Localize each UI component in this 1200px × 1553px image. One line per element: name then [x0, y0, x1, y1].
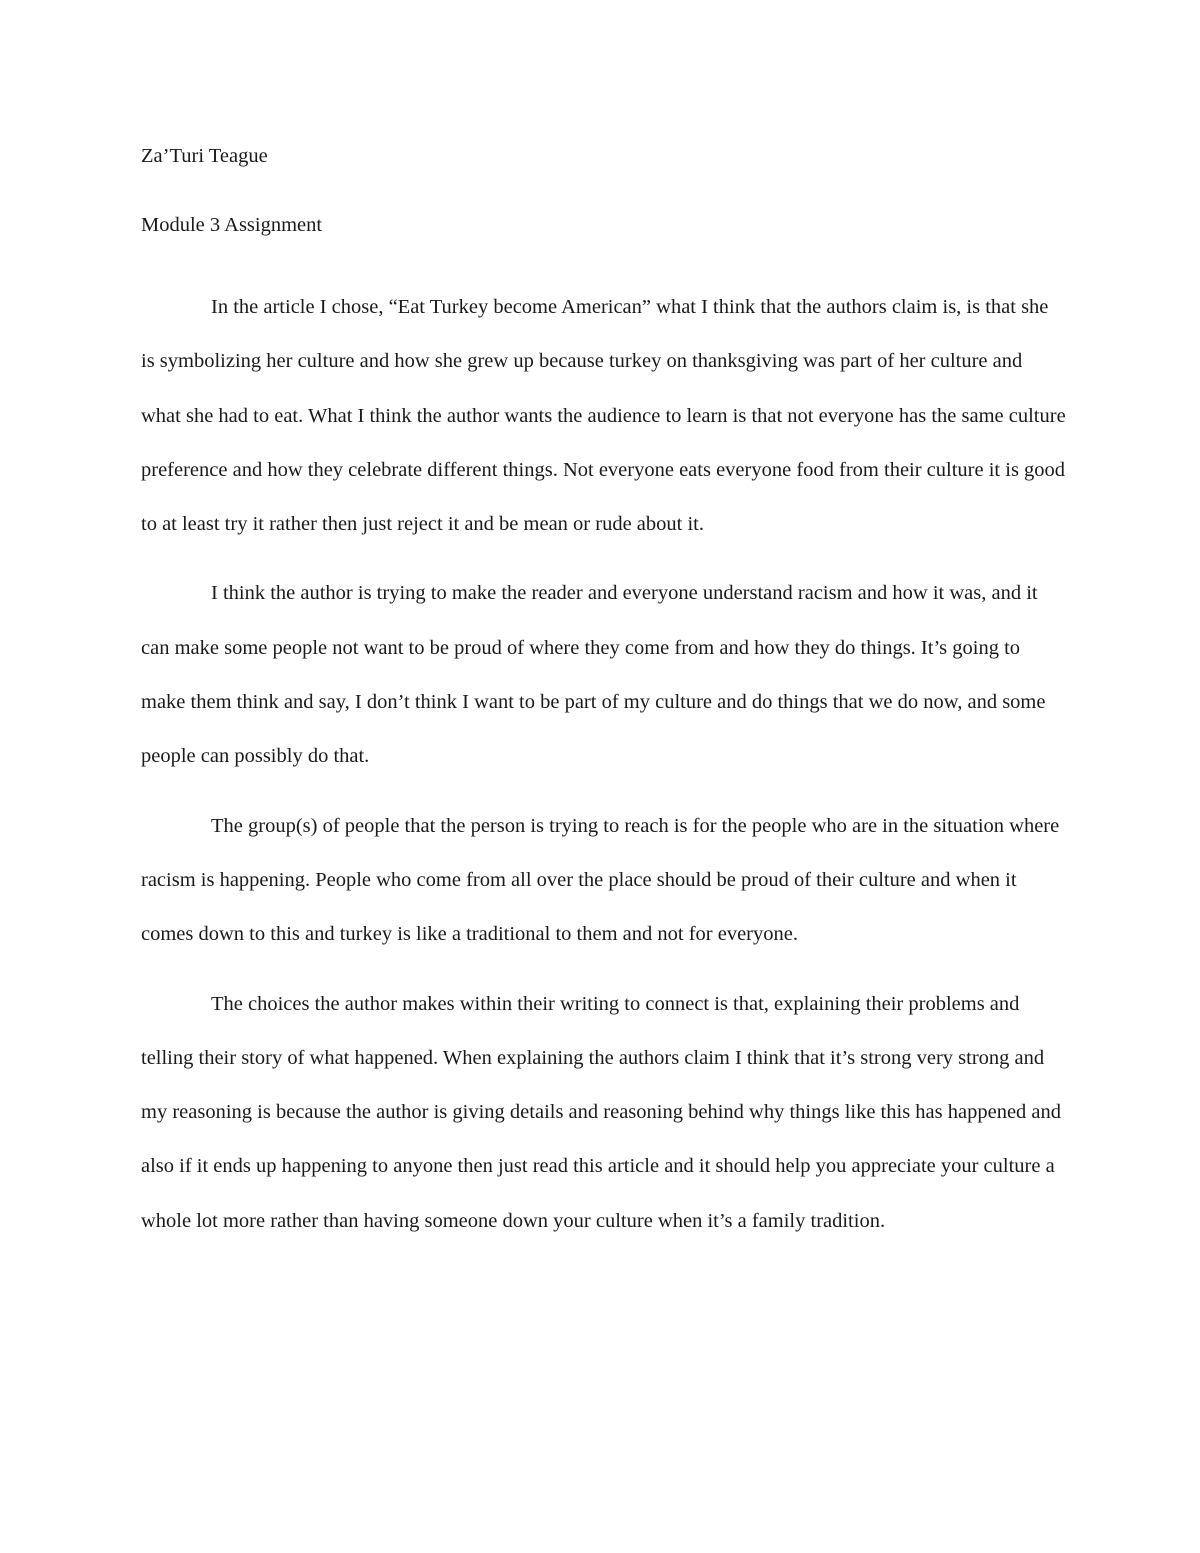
- assignment-title: Module 3 Assignment: [141, 214, 323, 236]
- paragraph: The group(s) of people that the person is trying to reach is for the people who are in the situation where racism is happening. People who come from all over the place should be proud of their culture and when it comes down to this and turkey is like a traditional to them and not for everyone.: [141, 814, 1060, 946]
- paragraph: The choices the author makes within their writing to connect is that, explaining their problems and telling their story of what happened. When explaining the authors claim I think that it’s strong very strong and my reasoning is because the author is giving details and reasoning behind why things like this has happened and also if it ends up happening to anyone then just read this article and it should help you appreciate your culture a whole lot more rather than having someone down your culture when it’s a family tradition.: [141, 992, 1062, 1232]
- paragraph: In the article I chose, “Eat Turkey become American” what I think that the authors claim is, is that she is symbolizing her culture and how she grew up because turkey on thanksgiving was part of her culture and what she had to eat. What I think the author wants the audience to learn is that not everyone has the same culture preference and how they celebrate different things. Not everyone eats everyone food from their culture it is good to at least try it rather then just reject it and be mean or rude about it.: [141, 296, 1066, 536]
- paragraph: I think the author is trying to make the reader and everyone understand racism and how it was, and it can make some people not want to be proud of where they come from and how they do things. It’s going to make them think and say, I don’t think I want to be part of my culture and do things that we do now, and some people can possibly do that.: [141, 582, 1046, 768]
- author-name: Za’Turi Teague: [141, 145, 268, 167]
- essay-body: [141, 280, 1066, 1263]
